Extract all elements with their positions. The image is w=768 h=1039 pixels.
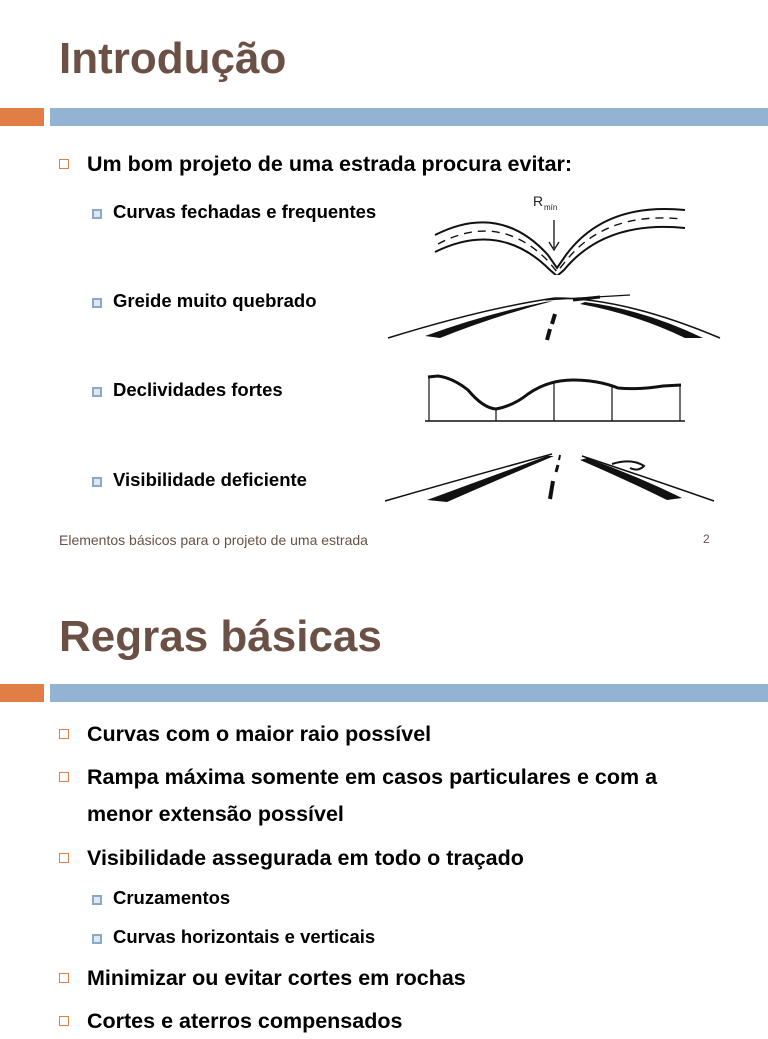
main-bullet-text: Um bom projeto de uma estrada procura evitar:: [87, 152, 573, 176]
title-rule-accent: [0, 684, 44, 702]
bullet-square-icon: [92, 209, 102, 219]
sub-bullet-text: Greide muito quebrado: [113, 290, 317, 311]
bullet-square-icon: [59, 729, 69, 739]
bullet-square-icon: [92, 298, 102, 308]
bullet-square-icon: [59, 772, 69, 782]
bullet-text-continued: menor extensão possível: [87, 802, 344, 826]
bullet-square-icon: [92, 934, 102, 944]
slide-footer: Elementos básicos para o projeto de uma estrada: [59, 532, 368, 548]
sub-bullet-text: Curvas fechadas e frequentes: [113, 201, 377, 222]
title-rule-bar: [50, 684, 768, 702]
bullet-text: Cortes e aterros compensados: [87, 1009, 403, 1033]
bullet-square-icon: [59, 159, 69, 169]
poor-visibility-illustration: [382, 446, 717, 506]
rmin-subscript: mín: [544, 203, 558, 212]
bullet-square-icon: [59, 1016, 69, 1026]
bullet-text: Curvas com o maior raio possível: [87, 722, 432, 746]
broken-grade-illustration: [385, 288, 725, 344]
sub-bullet-text: Visibilidade deficiente: [113, 469, 307, 490]
slide-title: Regras básicas: [59, 612, 382, 661]
bullet-text: Rampa máxima somente em casos particulares e com a: [87, 765, 658, 789]
bullet-square-icon: [92, 387, 102, 397]
slide-title: Introdução: [59, 34, 287, 83]
rmin-label: R: [533, 193, 544, 209]
bullet-text: Minimizar ou evitar cortes em rochas: [87, 966, 466, 990]
bullet-square-icon: [92, 895, 102, 905]
bullet-text: Visibilidade assegurada em todo o traçado: [87, 846, 524, 870]
steep-slopes-illustration: [423, 368, 688, 426]
bullet-square-icon: [59, 853, 69, 863]
bullet-square-icon: [92, 477, 102, 487]
sharp-curve-illustration: [430, 190, 690, 275]
sub-bullet-text: Cruzamentos: [113, 887, 231, 908]
sub-bullet-text: Declividades fortes: [113, 379, 283, 400]
title-rule-accent: [0, 108, 44, 126]
title-rule-bar: [50, 108, 768, 126]
bullet-square-icon: [59, 973, 69, 983]
slide-regras-basicas: [0, 560, 768, 1033]
page-number: 2: [703, 532, 710, 546]
sub-bullet-text: Curvas horizontais e verticais: [113, 926, 376, 947]
